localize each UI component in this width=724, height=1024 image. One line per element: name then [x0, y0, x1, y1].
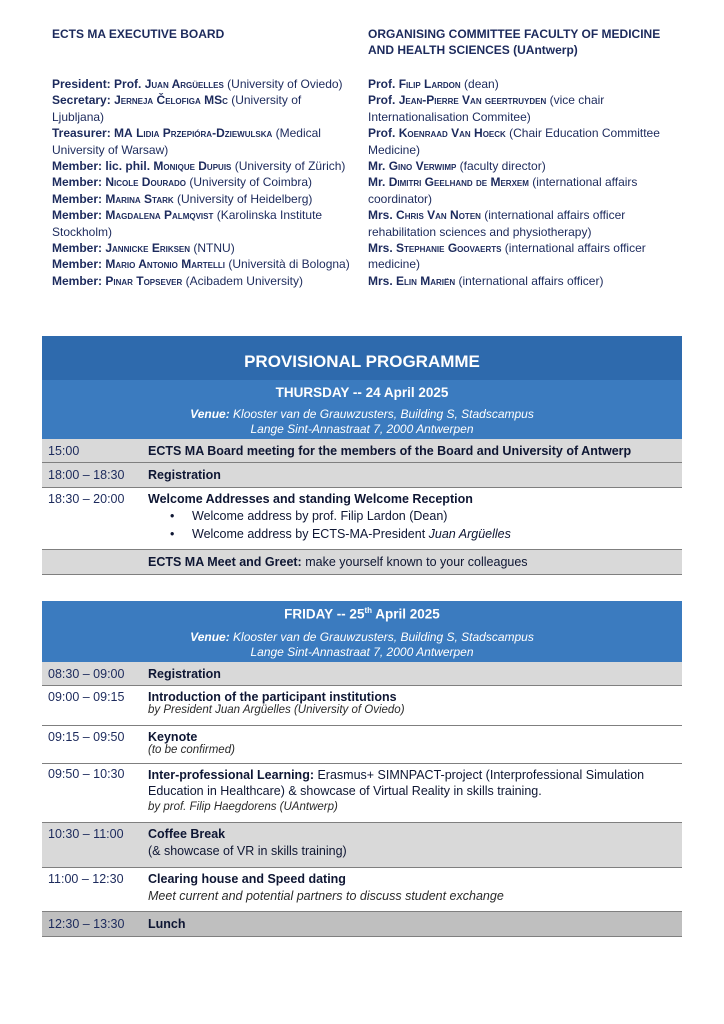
activity-subtitle: by President Juan Argüelles (University of Oviedo) — [148, 704, 405, 716]
organising-committee — [368, 26, 688, 289]
organising-committee-title: ORGANISING COMMITTEE FACULTY OF MEDICINE AND HEALTH SCIENCES (UAntwerp) — [368, 27, 661, 58]
member-role: Member: — [52, 257, 103, 272]
list-item — [368, 174, 688, 207]
list-item — [52, 273, 352, 289]
activity-subtitle: by prof. Filip Haegdorens (UAntwerp) — [148, 801, 338, 813]
time-cell: 15:00 — [48, 443, 80, 458]
activity-text: Erasmus+ SIMNPACT-project (Interprofessional Simulation Education in Healthcare) & showcase of Virtual Reality in skills training. — [148, 768, 645, 798]
time-cell: 18:30 – 20:00 — [48, 492, 125, 506]
list-item — [368, 240, 688, 273]
time-cell: 08:30 – 09:00 — [48, 666, 125, 681]
member-title: Mrs. — [368, 241, 393, 256]
member-affiliation: (international affairs officer) — [455, 273, 604, 288]
venue-label: Venue: — [190, 407, 230, 421]
programme-thursday — [42, 336, 682, 575]
member-name: Koenraad Van Hoeck — [398, 126, 506, 141]
activity-subtitle: (& showcase of VR in skills training) — [148, 844, 347, 858]
activity-title: ECTS MA Meet and Greet: — [148, 555, 302, 569]
list-item: • Welcome address by ECTS-MA-President Juan Argüelles — [170, 526, 676, 544]
activity-cell — [148, 872, 682, 911]
list-item — [52, 174, 352, 190]
activity-title: Registration — [148, 468, 221, 482]
list-item — [52, 125, 352, 158]
time-cell: 09:15 – 09:50 — [48, 730, 125, 744]
activity-title: Keynote — [148, 730, 198, 744]
member-role: Treasurer: — [52, 126, 111, 141]
activity-subtitle: (to be confirmed) — [148, 744, 235, 756]
member-title: Prof. — [114, 77, 142, 91]
activity-cell — [148, 468, 682, 482]
table-row — [42, 686, 682, 726]
member-name: Marina Stark — [105, 191, 174, 206]
venue-line-1: Klooster van de Grauwzusters, Building S, Stadscampus — [229, 630, 534, 644]
member-affiliation: (University of Ljubljana) — [52, 93, 302, 124]
member-affiliation: (international affairs officer medicine) — [368, 241, 646, 272]
table-row — [42, 726, 682, 764]
list-item — [52, 256, 352, 272]
list-item — [368, 207, 688, 240]
venue-line-2: Lange Sint-Annastraat 7, 2000 Antwerpen — [250, 645, 474, 659]
activity-cell — [148, 767, 682, 822]
activity-cell — [148, 917, 682, 931]
venue — [42, 407, 682, 439]
member-affiliation: (NTNU) — [190, 241, 235, 256]
member-affiliation: (Chair Education Committee Medicine) — [368, 126, 660, 157]
programme-title: PROVISIONAL PROGRAMME — [42, 336, 682, 380]
list-item — [368, 76, 688, 92]
member-title: Prof. — [368, 126, 396, 141]
activity-cell — [148, 555, 682, 569]
member-affiliation: (faculty director) — [456, 159, 546, 174]
member-title: Prof. — [368, 93, 396, 108]
member-role: Member: — [52, 159, 103, 174]
activity-title: Welcome Addresses and standing Welcome Reception — [148, 492, 473, 506]
table-row — [42, 868, 682, 912]
list-item — [52, 191, 352, 207]
table-row — [42, 488, 682, 550]
venue-label: Venue: — [190, 630, 230, 644]
time-cell: 12:30 – 13:30 — [48, 917, 125, 931]
member-name: Pinar Topsever — [105, 273, 183, 288]
member-affiliation: (University of Heidelberg) — [173, 191, 313, 206]
activity-cell — [148, 444, 682, 458]
thursday-heading: THURSDAY -- 24 April 2025 — [42, 380, 682, 407]
member-affiliation: (Karolinska Institute Stockholm) — [52, 208, 323, 239]
member-role: Member: — [52, 273, 103, 288]
member-affiliation: (University of Zürich) — [231, 159, 346, 174]
member-role: Secretary: — [52, 93, 111, 108]
member-name: Jerneja Čelofiga MSc — [114, 93, 228, 108]
executive-board-list — [52, 76, 352, 289]
member-name: Nicole Dourado — [105, 175, 187, 190]
member-role: Member: — [52, 191, 103, 206]
member-name: Mario Antonio Martelli — [105, 257, 225, 272]
activity-title: ECTS MA Board meeting for the members of the Board and University of Antwerp — [148, 443, 632, 458]
activity-title: Coffee Break — [148, 827, 226, 841]
activity-title: Inter-professional Learning: — [148, 768, 314, 782]
time-cell: 11:00 – 12:30 — [48, 872, 124, 886]
list-item — [52, 92, 352, 125]
member-role: Member: — [52, 175, 103, 190]
member-name: Dimitri Geelhand de Merxem — [388, 175, 529, 190]
member-name: Monique Dupuis — [153, 159, 232, 174]
list-item — [368, 158, 688, 174]
programme-friday — [42, 601, 682, 937]
venue-line-1: Klooster van de Grauwzusters, Building S, Stadscampus — [229, 407, 534, 421]
member-title: MA — [114, 126, 133, 141]
table-row — [42, 463, 682, 488]
member-title: Mrs. — [368, 273, 393, 288]
member-name: Elin Mariën — [396, 273, 456, 288]
activity-cell — [148, 492, 682, 549]
member-name: Jean-Pierre Van geertruyden — [398, 93, 547, 108]
activity-title: Lunch — [148, 917, 186, 931]
activity-title: Registration — [148, 666, 221, 681]
bullet-list — [170, 508, 676, 543]
member-title: Mr. — [368, 175, 386, 190]
member-affiliation: (vice chair Internationalisation Commitee) — [368, 93, 605, 124]
time-cell: 18:00 – 18:30 — [48, 468, 125, 482]
venue-line-2: Lange Sint-Annastraat 7, 2000 Antwerpen — [250, 422, 474, 436]
time-cell: 09:50 – 10:30 — [48, 767, 125, 781]
organising-committee-list — [368, 76, 688, 289]
executive-board — [52, 26, 352, 289]
member-name: Stephanie Goovaerts — [396, 241, 502, 256]
activity-text: make yourself known to your colleagues — [301, 555, 528, 569]
activity-title: Clearing house and Speed dating — [148, 872, 346, 886]
member-name: Juan Argüelles — [144, 77, 224, 91]
list-item — [52, 158, 352, 174]
member-affiliation: (international affairs coordinator) — [368, 175, 638, 206]
table-row — [42, 764, 682, 823]
member-role: Member: — [52, 241, 103, 256]
list-item — [52, 76, 352, 92]
executive-board-title: ECTS MA EXECUTIVE BOARD — [52, 27, 225, 41]
member-name: Jannicke Eriksen — [105, 241, 191, 256]
member-name: Lidia Przepióra-Dziewulska — [136, 126, 273, 141]
time-cell: 09:00 – 09:15 — [48, 690, 125, 704]
member-name: Chris Van Noten — [396, 208, 481, 223]
table-row — [42, 439, 682, 463]
member-title: lic. phil. — [105, 159, 151, 174]
member-title: Prof. — [368, 77, 396, 91]
member-name: Filip Lardon — [398, 77, 461, 91]
member-affiliation: (Medical University of Warsaw) — [52, 126, 321, 157]
table-row — [42, 912, 682, 937]
list-item — [52, 240, 352, 256]
table-row — [42, 550, 682, 575]
member-affiliation: (University of Coimbra) — [186, 175, 313, 190]
member-name: Magdalena Palmqvist — [105, 208, 214, 223]
list-item — [368, 273, 688, 289]
activity-cell — [148, 690, 682, 725]
friday-heading: FRIDAY -- 25th April 2025 — [42, 601, 682, 630]
member-affiliation: (Acibadem University) — [182, 273, 303, 288]
list-item — [368, 125, 688, 158]
list-item — [52, 207, 352, 240]
activity-subtitle: Meet current and potential partners to discuss student exchange — [148, 889, 504, 903]
venue — [42, 630, 682, 662]
member-title: Mr. — [368, 159, 386, 174]
member-role: President: — [52, 77, 111, 91]
activity-cell — [148, 730, 682, 763]
member-affiliation: (international affairs officer rehabilitation sciences and physiotherapy) — [368, 208, 626, 239]
member-affiliation: (dean) — [460, 77, 499, 91]
list-item: • Welcome address by prof. Filip Lardon (Dean) — [170, 508, 676, 526]
activity-cell — [148, 827, 682, 867]
table-row — [42, 823, 682, 868]
member-affiliation: (Università di Bologna) — [224, 257, 350, 272]
member-name: Gino Verwimp — [388, 159, 457, 174]
activity-cell — [148, 667, 682, 681]
list-item — [368, 92, 688, 125]
member-title: Mrs. — [368, 208, 393, 223]
time-cell: 10:30 – 11:00 — [48, 827, 124, 841]
member-role: Member: — [52, 208, 103, 223]
activity-title: Introduction of the participant institutions — [148, 690, 397, 704]
member-affiliation: (University of Oviedo) — [223, 77, 343, 91]
table-row — [42, 662, 682, 686]
